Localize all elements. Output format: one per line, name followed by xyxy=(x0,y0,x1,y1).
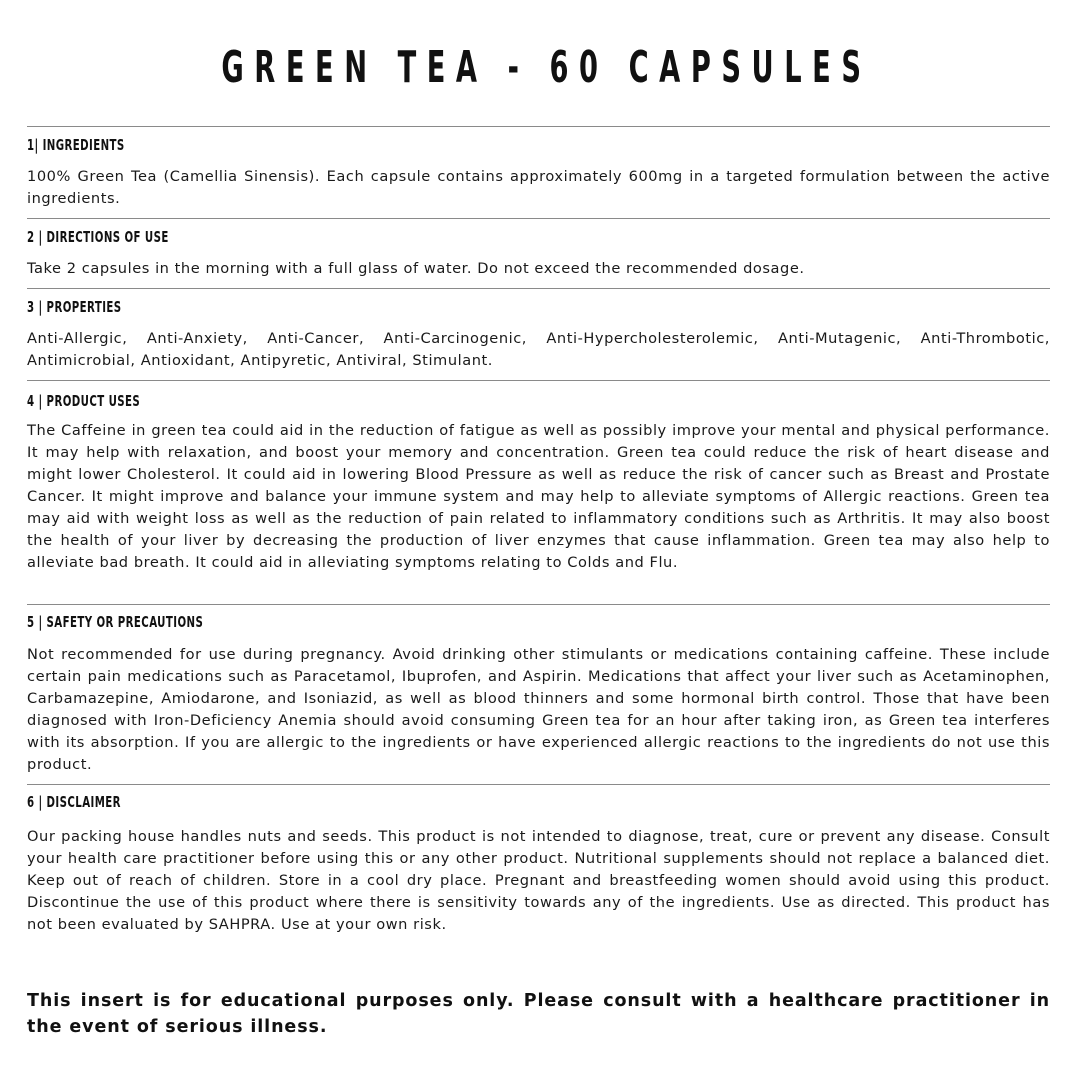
section-directions xyxy=(27,227,1050,280)
section-heading: 6 | DISCLAIMER xyxy=(27,793,121,811)
section-body: The Caffeine in green tea could aid in the reduction of fatigue as well as possibly improve your mental and physical performance. It may help with relaxation, and boost your memory and concentration. Green tea could reduce the risk of heart disease and might lower Cholesterol. It could aid in lowering Blood Pressure as well as reduce the risk of cancer such as Breast and Prostate Cancer. It might improve and balance your immune system and may help to alleviate symptoms of Allergic reactions. Green tea may aid with weight loss as well as the reduction of pain related to inflammatory conditions such as Arthritis. It may also boost the health of your liver by decreasing the production of liver enzymes that cause inflammation. Green tea may also help to alleviate bad breath. It could aid in alleviating symptoms relating to Colds and Flu. xyxy=(27,422,1050,571)
section-disclaimer xyxy=(27,792,1050,936)
section-body: Not recommended for use during pregnancy. Avoid drinking other stimulants or medications containing caffeine. These include certain pain medications such as Paracetamol, Ibuprofen, and Aspirin. Medications that affect your liver such as Acetaminophen, Carbamazepine, Amiodarone, and Isoniazid, as well as blood thinners and some hormonal birth control. Those that have been diagnosed with Iron-Deficiency Anemia should avoid consuming Green tea for an hour after taking iron, as Green tea interferes with its absorption. If you are allergic to the ingredients or have experienced allergic reactions to the ingredients do not use this product. xyxy=(27,646,1050,773)
section-heading: 4 | PRODUCT USES xyxy=(27,392,141,410)
section-body: Our packing house handles nuts and seeds. This product is not intended to diagnose, treat, cure or prevent any disease. Consult your health care practitioner before using this or any other product. Nutritional supplements should not replace a balanced diet. Keep out of reach of children. Store in a cool dry place. Pregnant and breastfeeding women should avoid using this product. Discontinue the use of this product where there is sensitivity towards any of the ingredients. Use as directed. This product has not been evaluated by SAHPRA. Use at your own risk. xyxy=(27,828,1050,933)
section-divider xyxy=(27,784,1050,785)
section-divider xyxy=(27,380,1050,381)
section-heading: 2 | DIRECTIONS OF USE xyxy=(27,228,169,246)
section-divider xyxy=(27,218,1050,219)
section-safety xyxy=(27,612,1050,776)
section-heading: 5 | SAFETY OR PRECAUTIONS xyxy=(27,613,204,631)
educational-notice: This insert is for educational purposes only. Please consult with a healthcare practitioner in the event of serious illness. xyxy=(27,991,1050,1037)
section-product-uses xyxy=(27,391,1050,574)
page-title: GREEN TEA - 60 CAPSULES xyxy=(221,42,872,93)
section-divider xyxy=(27,288,1050,289)
section-divider xyxy=(27,604,1050,605)
section-properties xyxy=(27,297,1050,372)
section-body: Anti-Allergic, Anti-Anxiety, Anti-Cancer, Anti-Carcinogenic, Anti-Hypercholesterolemic, Anti-Mutagenic, Anti-Thrombotic, Antimicrobial, Antioxidant, Antipyretic, Antiviral, Stimulant. xyxy=(27,330,1050,369)
document-page xyxy=(27,0,1050,1037)
section-body: Take 2 capsules in the morning with a full glass of water. Do not exceed the recommended dosage. xyxy=(27,260,805,277)
section-heading: 3 | PROPERTIES xyxy=(27,298,122,316)
section-body: 100% Green Tea (Camellia Sinensis). Each capsule contains approximately 600mg in a targeted formulation between the active ingredients. xyxy=(27,168,1050,207)
section-ingredients xyxy=(27,135,1050,210)
section-heading: 1| INGREDIENTS xyxy=(27,136,125,154)
section-divider xyxy=(27,126,1050,127)
